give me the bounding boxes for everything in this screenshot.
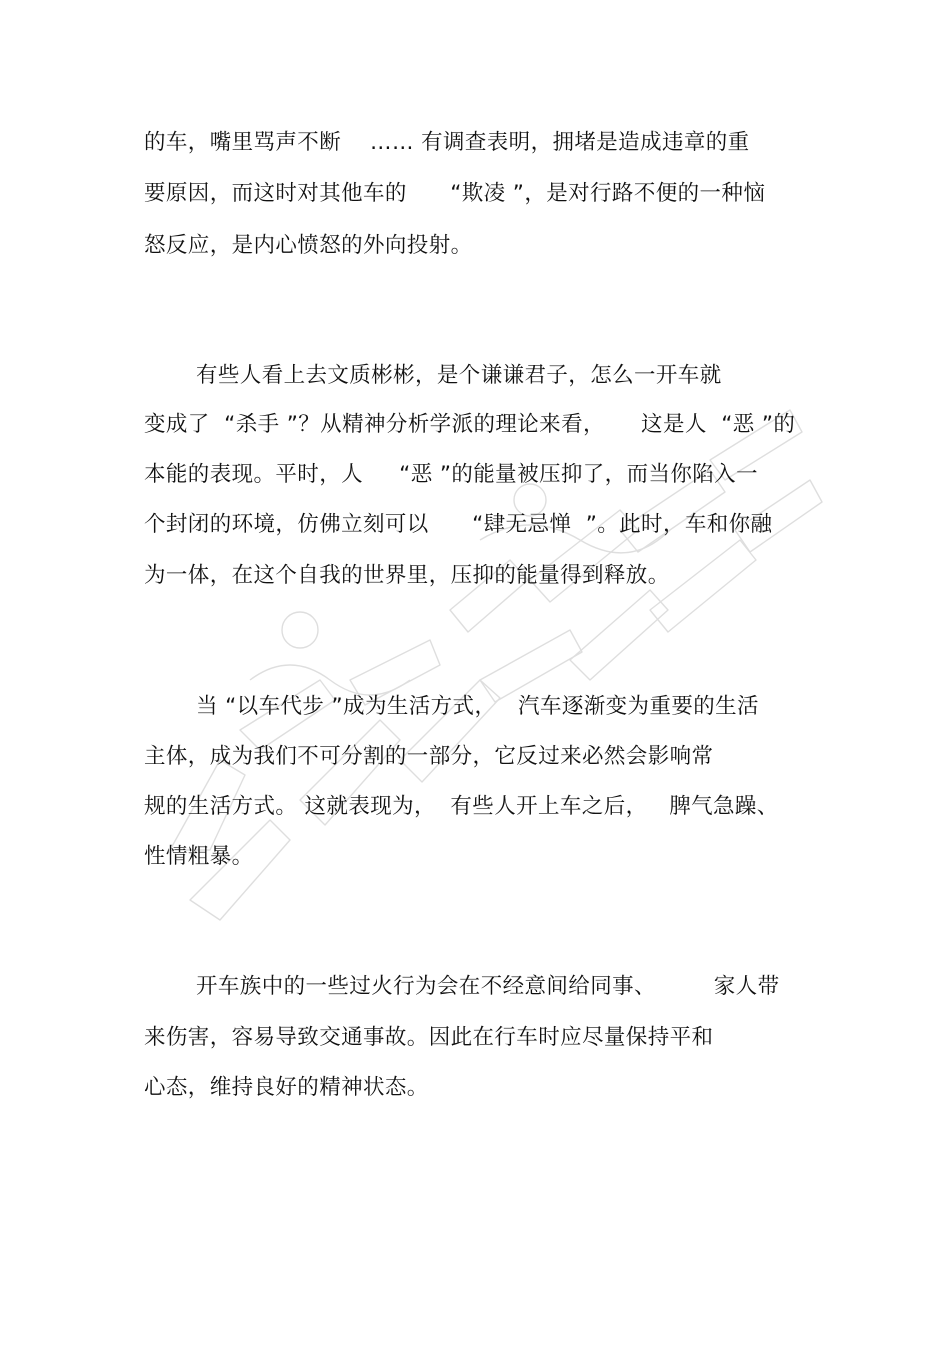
paragraph-4-line-3: 心态，维持良好的精神状态。 <box>144 1075 429 1100</box>
paragraph-4-line-1: 开车族中的一些过火行为会在不经意间给同事、 家人带 <box>196 974 780 999</box>
paragraph-2-line-3: 本能的表现。平时，人 “恶 ”的能量被压抑了，而当你陷入一 <box>144 462 758 487</box>
paragraph-4-line-2: 来伤害，容易导致交通事故。因此在行车时应尽量保持平和 <box>144 1025 714 1050</box>
paragraph-3-line-4: 性情粗暴。 <box>144 844 254 869</box>
paragraph-3-line-1: 当 “以车代步 ”成为生活方式， 汽车逐渐变为重要的生活 <box>196 694 759 719</box>
paragraph-1-line-1: 的车，嘴里骂声不断 …… 有调查表明，拥堵是造成违章的重 <box>144 130 750 155</box>
paragraph-3-line-3: 规的生活方式。 这就表现为， 有些人开上车之后， 脾气急躁、 <box>144 794 779 819</box>
paragraph-1-line-2: 要原因，而这时对其他车的 “欺凌 ”，是对行路不便的一种恼 <box>144 181 766 206</box>
paragraph-2-line-5: 为一体，在这个自我的世界里，压抑的能量得到释放。 <box>144 563 670 588</box>
paragraph-2-line-1: 有些人看上去文质彬彬，是个谦谦君子，怎么一开车就 <box>196 363 722 388</box>
paragraph-2-line-2: 变成了 “杀手 ”？从精神分析学派的理论来看， 这是人 “恶 ”的 <box>144 412 796 437</box>
paragraph-1-line-3: 怒反应，是内心愤怒的外向投射。 <box>144 233 473 258</box>
paragraph-3-line-2: 主体，成为我们不可分割的一部分，它反过来必然会影响常 <box>144 744 714 769</box>
paragraph-2-line-4: 个封闭的环境，仿佛立刻可以 “肆无忌惮 ”。此时，车和你融 <box>144 512 773 537</box>
